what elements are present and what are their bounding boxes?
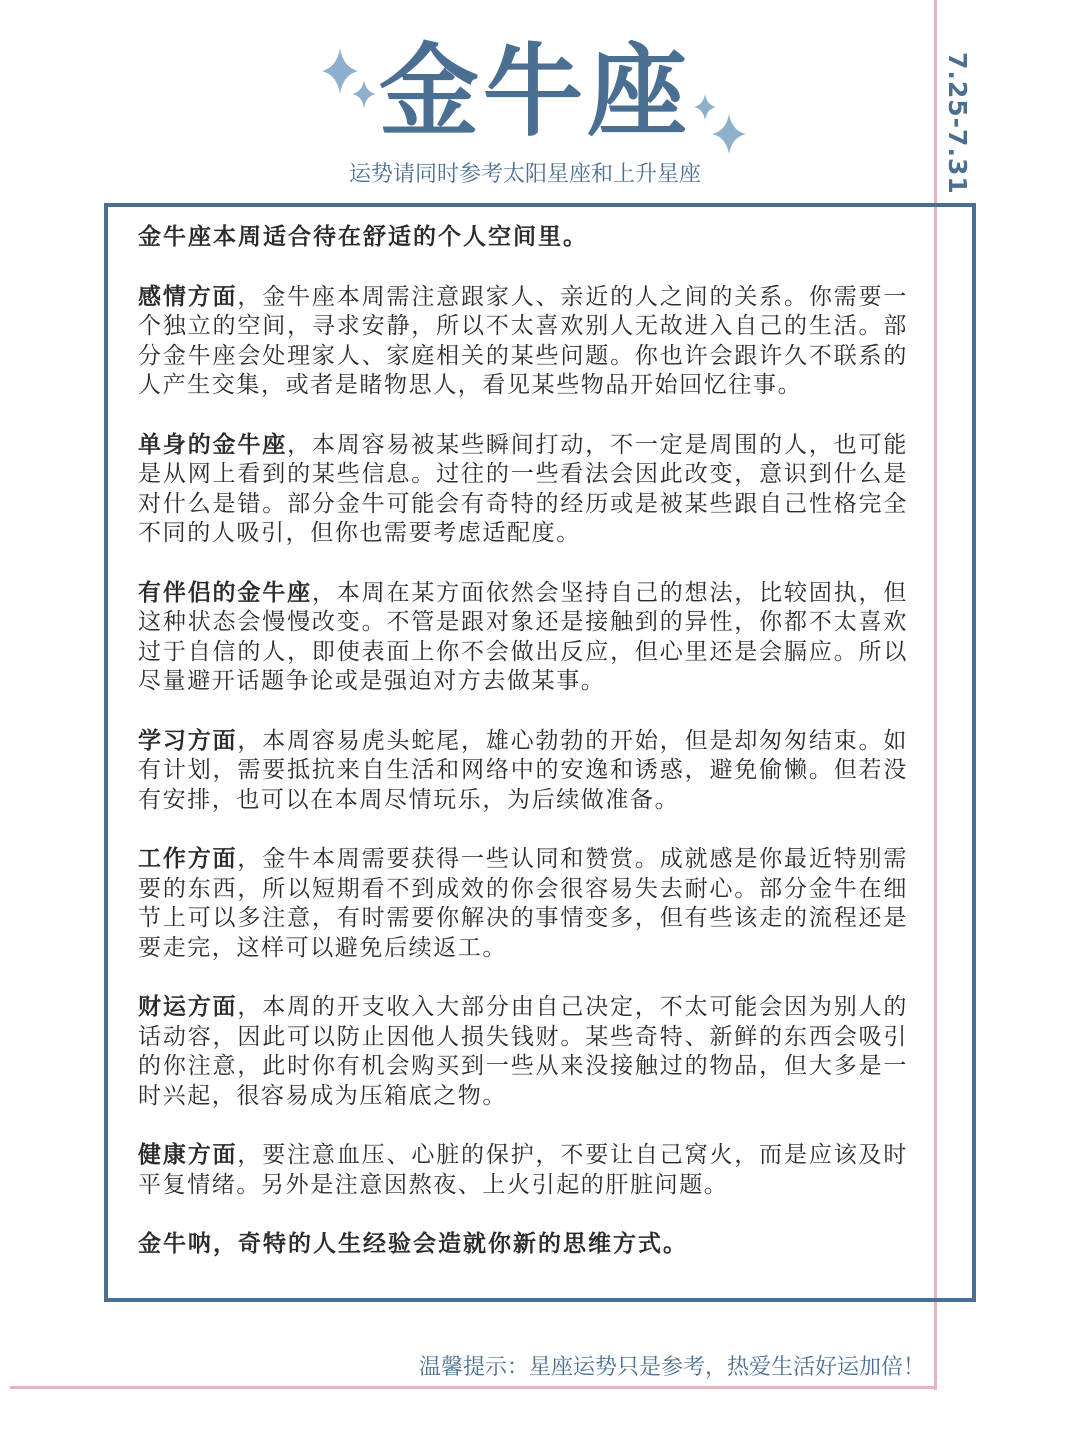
section-heading: 学习方面: [138, 727, 238, 754]
section-heading: 单身的金牛座: [138, 431, 288, 458]
section-text: ，本周的开支收入大部分由自己决定，不太可能会因为别人的话动容，因此可以防止因他人损失钱财。某些奇特、新鲜的东西会吸引的你注意，此时你有机会购买到一些从来没接触过的物品，但大多是一时兴起，很容易成为压箱底之物。: [138, 994, 908, 1109]
section-text: ，金牛座本周需注意跟家人、亲近的人之间的关系。你需要一个独立的空间，寻求安静，所以不太喜欢别人无故进入自己的生活。部分金牛座会处理家人、家庭相关的某些问题。你也许会跟许久不联系的人产生交集，或者是睹物思人，看见某些物品开始回忆往事。: [138, 283, 908, 398]
subtitle: 运势请同时参考太阳星座和上升星座: [348, 162, 701, 187]
section-study: [138, 727, 908, 816]
section-heading: 工作方面: [138, 846, 238, 872]
section-text: ，本周容易虎头蛇尾，雄心勃勃的开始，但是却匆匆结束。如有计划，需要抵抗来自生活和网络中的安逸和诱惑，避免偷懒。但若没有安排，也可以在本周尽情玩乐，为后续做准备。: [138, 727, 908, 813]
section-text: ，金牛本周需要获得一些认同和赞赏。成就感是你最近特别需要的东西，所以短期看不到成效的你会很容易失去耐心。部分金牛在细节上可以多注意，有时需要你解决的事情变多，但有些该走的流程还是要走完，这样可以避免后续返工。: [138, 846, 908, 961]
section-emotion: [138, 283, 908, 401]
section-text: ，本周在某方面依然会坚持自己的想法，比较固执，但这种状态会慢慢改变。不管是跟对象还是接触到的异性，你都不太喜欢过于自信的人，即使表面上你不会做出反应，但心里还是会膈应。所以尽量避开话题争论或是强迫对方去做某事。: [138, 579, 909, 694]
section-heading: 财运方面: [138, 994, 238, 1020]
section-text: ，要注意血压、心脏的保护，不要让自己窝火，而是应该及时平复情绪。另外是注意因熬夜、上火引起的肝脏问题。: [138, 1142, 908, 1198]
section-text: ，本周容易被某些瞬间打动，不一定是周围的人，也可能是从网上看到的某些信息。过往的一些看法会因此改变，意识到什么是对什么是错。部分金牛可能会有奇特的经历或是被某些跟自己性格完全不同的人吸引，但你也需要考虑适配度。: [138, 431, 908, 546]
section-partnered: [138, 579, 908, 697]
section-heading: 有伴侣的金牛座: [138, 579, 312, 606]
section-heading: 感情方面: [138, 283, 238, 310]
section-health: [138, 1141, 908, 1200]
closing-paragraph: 金牛呐，奇特的人生经验会造就你新的思维方式。: [138, 1231, 688, 1257]
page-title: 金牛座: [379, 33, 691, 150]
section-wealth: [138, 993, 908, 1111]
date-range: 7.25-7.31: [943, 52, 972, 195]
section-heading: 健康方面: [138, 1142, 238, 1168]
pink-horizontal-line: [10, 1386, 937, 1389]
footer-tip: 温馨提示：星座运势只是参考，热爱生活好运加倍！: [418, 1355, 925, 1380]
section-work: [138, 845, 908, 963]
section-single: [138, 431, 908, 549]
lead-paragraph: 金牛座本周适合待在舒适的个人空间里。: [138, 224, 588, 250]
content-panel: [104, 203, 976, 1302]
